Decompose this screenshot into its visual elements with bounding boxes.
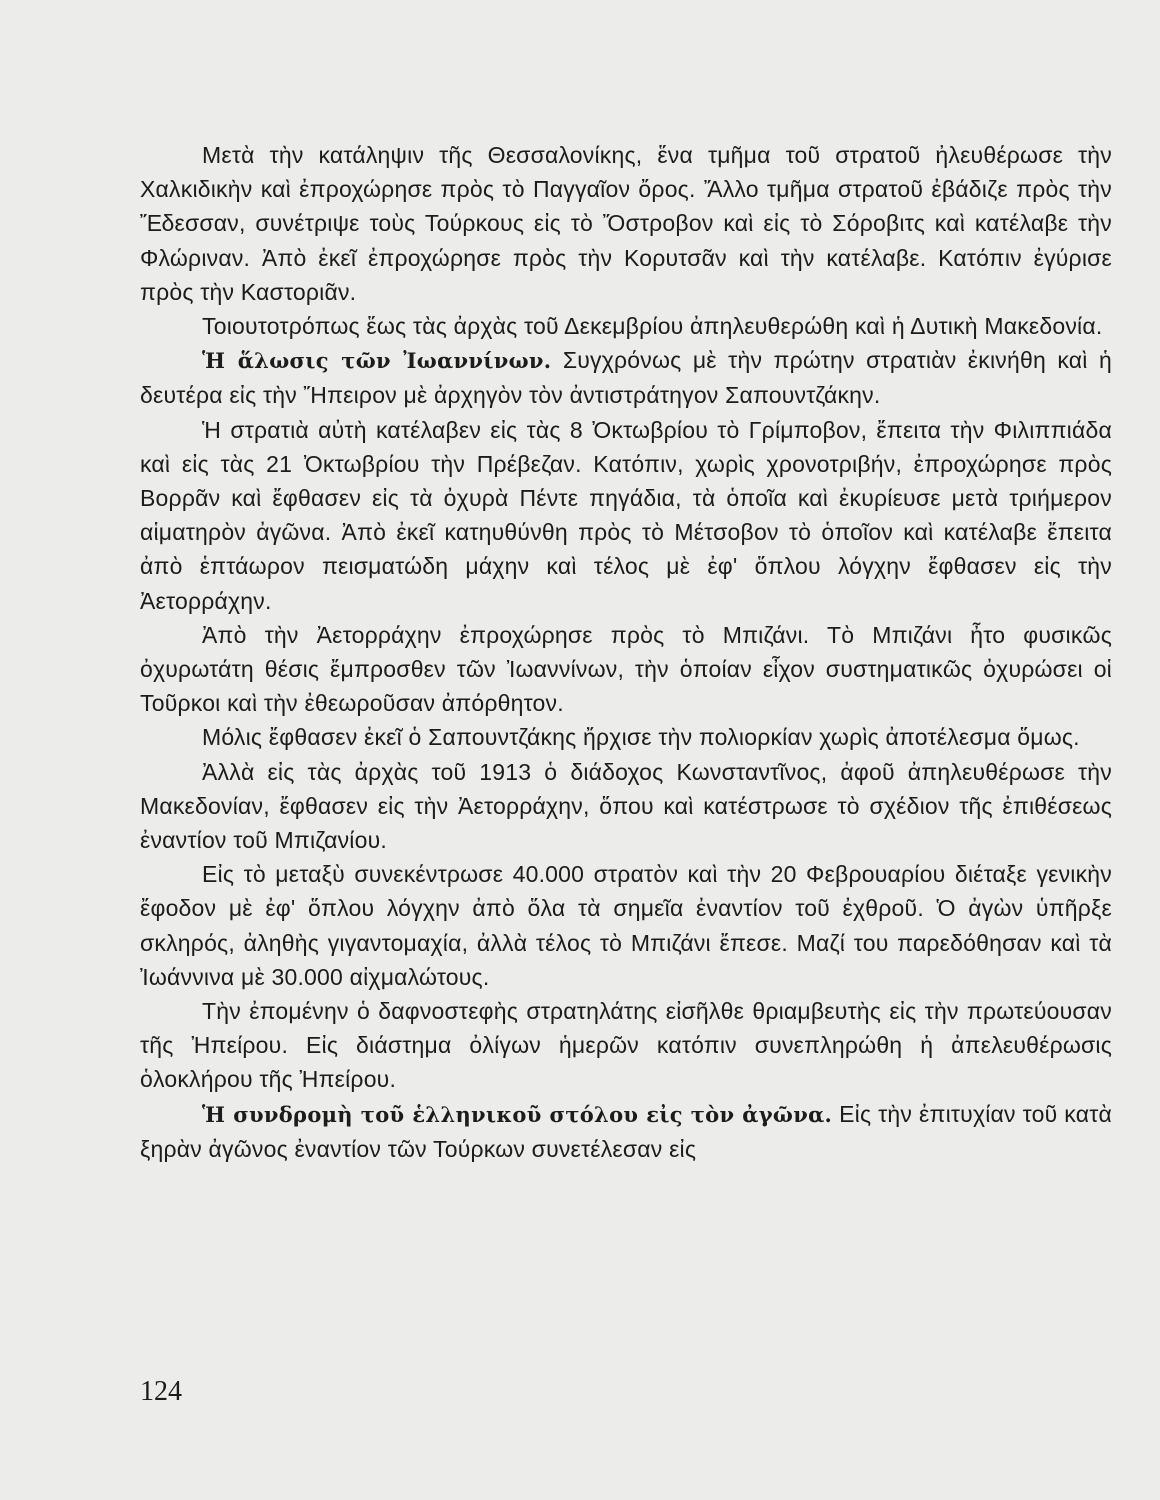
paragraph: Μόλις ἔφθασεν ἐκεῖ ὁ Σαπουντζάκης ἤρχισε τὴν πολιορκίαν χωρὶς ἀποτέλεσμα ὅμως. <box>202 724 1080 751</box>
section-heading-fleet: Ἡ συνδρομὴ τοῦ ἑλληνικοῦ στόλου εἰς τὸν ἀγῶνα. <box>202 1101 833 1127</box>
section-text: Εἰς τὴν ἐπιτυχίαν τοῦ κατὰ ξηρὰν ἀγῶνος ἐναντίον τῶν Τούρκων συνετέλεσαν εἰς <box>140 1100 1112 1162</box>
paragraph: Τοιουτοτρόπως ἕως τὰς ἀρχὰς τοῦ Δεκεμβρίου ἀπηλευθερώθη καὶ ἡ Δυτικὴ Μακεδονία. <box>202 313 1103 340</box>
section-heading-ioannina: Ἡ ἅλωσις τῶν Ἰωαννίνων. <box>202 348 552 374</box>
paragraph: Εἰς τὸ μεταξὺ συνεκέντρωσε 40.000 στρατὸν καὶ τὴν 20 Φεβρουαρίου διέταξε γενικὴν ἔφοδον μὲ ἐφ' ὅπλου λόγχην ἀπὸ ὅλα τὰ σημεῖα ἐναντίον τοῦ ἐχθροῦ. Ὁ ἀγὼν ὑπῆρξε σκληρός, ἀληθὴς γιγαντομαχία, ἀλλὰ τέλος τὸ Μπιζάνι ἔπεσε. Μαζί του παρεδόθησαν καὶ τὰ Ἰωάννινα μὲ 30.000 αἰχμαλώτους. <box>140 861 1112 990</box>
section-paragraph-ioannina <box>140 343 1112 412</box>
body-text <box>140 138 1112 1166</box>
page-number: 124 <box>140 1376 182 1407</box>
section-paragraph-fleet <box>140 1097 1112 1166</box>
paragraph: Ἡ στρατιὰ αὐτὴ κατέλαβεν εἰς τὰς 8 Ὀκτωβρίου τὸ Γρίμποβον, ἔπειτα τὴν Φιλιππιάδα καὶ εἰς τὰς 21 Ὀκτωβρίου τὴν Πρέβεζαν. Κατόπιν, χωρὶς χρονοτριβήν, ἐπροχώρησε πρὸς Βορρᾶν καὶ ἔφθασεν εἰς τὰ ὀχυρὰ Πέντε πηγάδια, τὰ ὁποῖα καὶ ἐκυρίευσε μετὰ τριήμερον αἱματηρὸν ἀγῶνα. Ἀπὸ ἐκεῖ κατηυθύνθη πρὸς τὸ Μέτσοβον τὸ ὁποῖον καὶ κατέλαβε ἔπειτα ἀπὸ ἑπτάωρον πεισματώδη μάχην καὶ τέλος μὲ ἐφ' ὅπλου λόγχην ἔφθασεν εἰς τὴν Ἀετορράχην. <box>140 416 1112 614</box>
paragraph: Μετὰ τὴν κατάληψιν τῆς Θεσσαλονίκης, ἕνα τμῆμα τοῦ στρατοῦ ἠλευθέρωσε τὴν Χαλκιδικὴν καὶ ἐπροχώρησε πρὸς τὸ Παγγαῖον ὄρος. Ἄλλο τμῆμα στρατοῦ ἐβάδιζε πρὸς τὴν Ἔδεσσαν, συνέτριψε τοὺς Τούρκους εἰς τὸ Ὄστροβον καὶ εἰς τὸ Σόροβιτς καὶ κατέλαβε τὴν Φλώριναν. Ἀπὸ ἐκεῖ ἐπροχώρησε πρὸς τὴν Κορυτσᾶν καὶ τὴν κατέλαβε. Κατόπιν ἐγύρισε πρὸς τὴν Καστοριᾶν. <box>140 142 1112 305</box>
paragraph: Ἀπὸ τὴν Ἀετορράχην ἐπροχώρησε πρὸς τὸ Μπιζάνι. Τὸ Μπιζάνι ἦτο φυσικῶς ὀχυρωτάτη θέσις ἔμπροσθεν τῶν Ἰωαννίνων, τὴν ὁποίαν εἶχον συστηματικῶς ὀχυρώσει οἱ Τοῦρκοι καὶ τὴν ἐθεωροῦσαν ἀπόρθητον. <box>140 621 1112 717</box>
section-text: Συγχρόνως μὲ τὴν πρώτην στρατιὰν ἐκινήθη καὶ ἡ δευτέρα εἰς τὴν Ἤπειρον μὲ ἀρχηγὸν τὸν ἀντιστράτηγον Σαπουντζάκην. <box>140 347 1112 409</box>
paragraph: Ἀλλὰ εἰς τὰς ἀρχὰς τοῦ 1913 ὁ διάδοχος Κωνσταντῖνος, ἀφοῦ ἀπηλευθέρωσε τὴν Μακεδονίαν, ἔφθασεν εἰς τὴν Ἀετορράχην, ὅπου καὶ κατέστρωσε τὸ σχέδιον τῆς ἐπιθέσεως ἐναντίον τοῦ Μπιζανίου. <box>140 758 1112 854</box>
paragraph: Τὴν ἐπομένην ὁ δαφνοστεφὴς στρατηλάτης εἰσῆλθε θριαμβευτὴς εἰς τὴν πρωτεύουσαν τῆς Ἠπείρου. Εἰς διάστημα ὀλίγων ἡμερῶν κατόπιν συνεπληρώθη ἡ ἀπελευθέρωσις ὁλοκλήρου τῆς Ἠπείρου. <box>140 998 1112 1093</box>
